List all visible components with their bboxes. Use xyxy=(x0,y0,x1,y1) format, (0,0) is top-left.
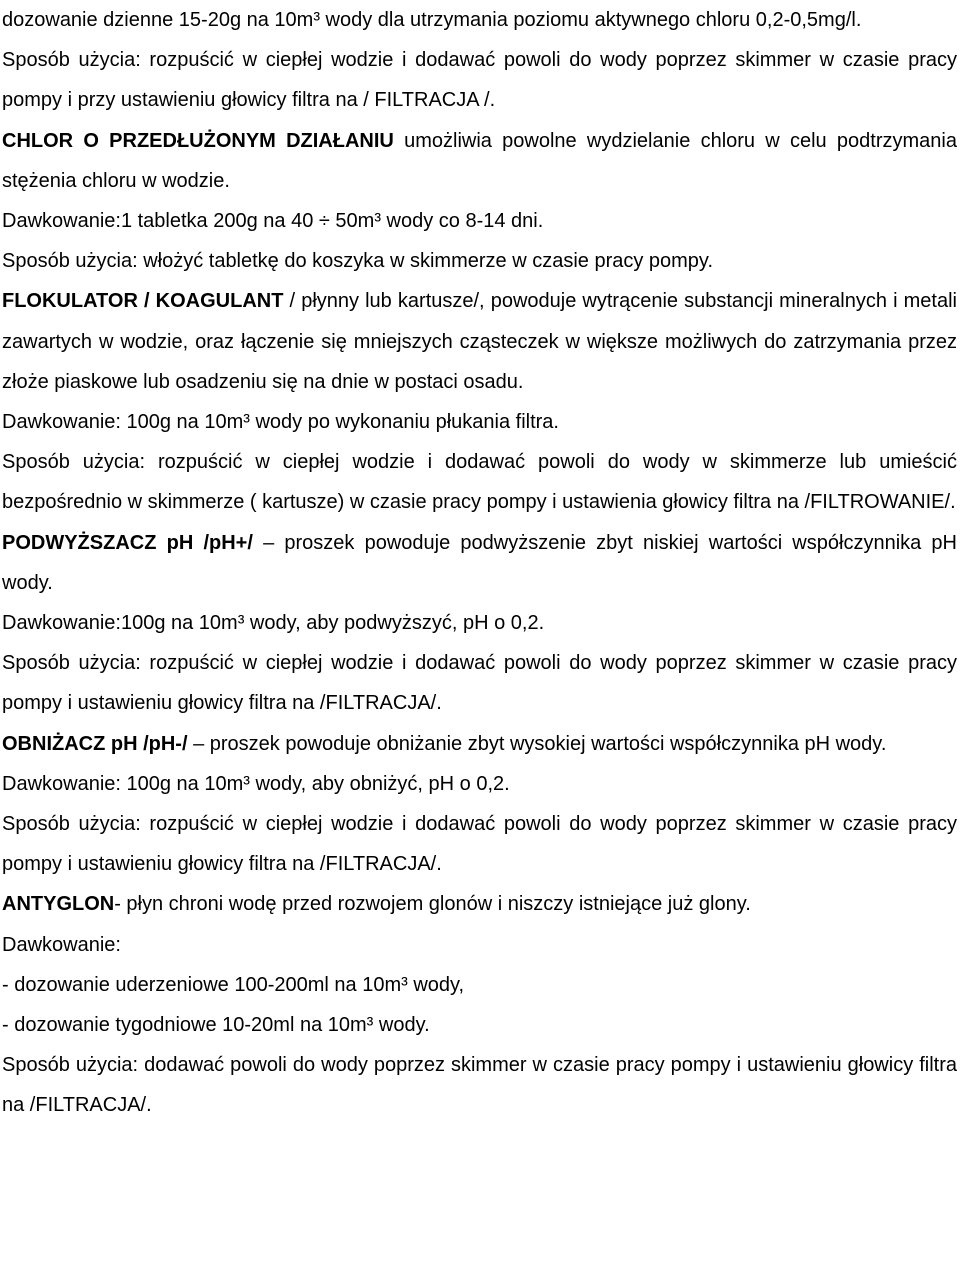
ph-minus-description: – proszek powoduje obniżanie zbyt wysokiej wartości współczynnika pH wody. xyxy=(187,732,887,755)
antyglon-heading: ANTYGLON xyxy=(2,893,115,916)
ph-plus-dosage-text: Dawkowanie:100g na 10m³ wody, aby podwyższyć, pH o 0,2. xyxy=(2,612,545,635)
chlor-dosage-text: Dawkowanie:1 tabletka 200g na 40 ÷ 50m³ wody co 8-14 dni. xyxy=(2,210,544,233)
flokulator-description: / płynny lub kartusze/, powoduje wytrącenie substancji mineralnych i metali zawartych w wodzie, oraz łączenie się mniejszych cząsteczek w większe możliwych do zatrzymania przez złoże piaskowe lub osadzeniu się na dnie w postaci osadu. xyxy=(2,290,957,393)
antyglon-dosage-weekly-text: - dozowanie tygodniowe 10-20ml na 10m³ wody. xyxy=(2,1014,430,1037)
ph-plus-usage-text: Sposób użycia: rozpuścić w ciepłej wodzie i dodawać powoli do wody poprzez skimmer w czasie pracy pompy i ustawieniu głowicy filtra na /FILTRACJA/. xyxy=(2,652,957,715)
flokulator-usage-text: Sposób użycia: rozpuścić w ciepłej wodzie i dodawać powoli do wody w skimmerze lub umieścić bezpośrednio w skimmerze ( kartusze) w czasie pracy pompy i ustawienia głowicy filtra na /FILTROWANIE/. xyxy=(2,451,957,514)
chlor-usage-text: Sposób użycia: włożyć tabletkę do koszyka w skimmerze w czasie pracy pompy. xyxy=(2,250,714,273)
flokulator-description-paragraph xyxy=(2,281,957,402)
antyglon-description-paragraph xyxy=(2,884,957,924)
antyglon-usage-text: Sposób użycia: dodawać powoli do wody poprzez skimmer w czasie pracy pompy i ustawieniu głowicy filtra na /FILTRACJA/. xyxy=(2,1054,957,1117)
document-page xyxy=(2,0,957,1126)
ph-minus-usage-text: Sposób użycia: rozpuścić w ciepłej wodzie i dodawać powoli do wody poprzez skimmer w czasie pracy pompy i ustawieniu głowicy filtra na /FILTRACJA/. xyxy=(2,813,957,876)
chlor-heading: CHLOR O PRZEDŁUŻONYM DZIAŁANIU xyxy=(2,129,394,152)
antyglon-dosage-label: Dawkowanie: xyxy=(2,933,121,956)
flokulator-heading: FLOKULATOR / KOAGULANT xyxy=(2,290,284,313)
ph-minus-description-paragraph xyxy=(2,724,957,764)
chlor-description-paragraph xyxy=(2,121,957,201)
ph-plus-heading: PODWYŻSZACZ pH /pH+/ xyxy=(2,531,253,554)
ph-plus-description: – proszek powoduje podwyższenie zbyt niskiej wartości współczynnika pH wody. xyxy=(2,531,957,594)
ph-minus-dosage-text: Dawkowanie: 100g na 10m³ wody, aby obniżyć, pH o 0,2. xyxy=(2,772,510,795)
ph-minus-heading: OBNIŻACZ pH /pH-/ xyxy=(2,732,188,755)
chlorine-usage-text: Sposób użycia: rozpuścić w ciepłej wodzie i dodawać powoli do wody poprzez skimmer w czasie pracy pompy i przy ustawieniu głowicy filtra na / FILTRACJA /. xyxy=(2,49,957,112)
chlorine-daily-dosage-text: dozowanie dzienne 15-20g na 10m³ wody dla utrzymania poziomu aktywnego chloru 0,2-0,5mg/l. xyxy=(2,9,862,31)
antyglon-dosage-shock-text: - dozowanie uderzeniowe 100-200ml na 10m³ wody, xyxy=(2,973,465,996)
chlor-description: umożliwia powolne wydzielanie chloru w celu podtrzymania stężenia chloru w wodzie. xyxy=(2,129,957,192)
ph-plus-description-paragraph xyxy=(2,523,957,603)
antyglon-description: - płyn chroni wodę przed rozwojem glonów i niszczy istniejące już glony. xyxy=(114,893,751,916)
flokulator-dosage-text: Dawkowanie: 100g na 10m³ wody po wykonaniu płukania filtra. xyxy=(2,411,559,434)
